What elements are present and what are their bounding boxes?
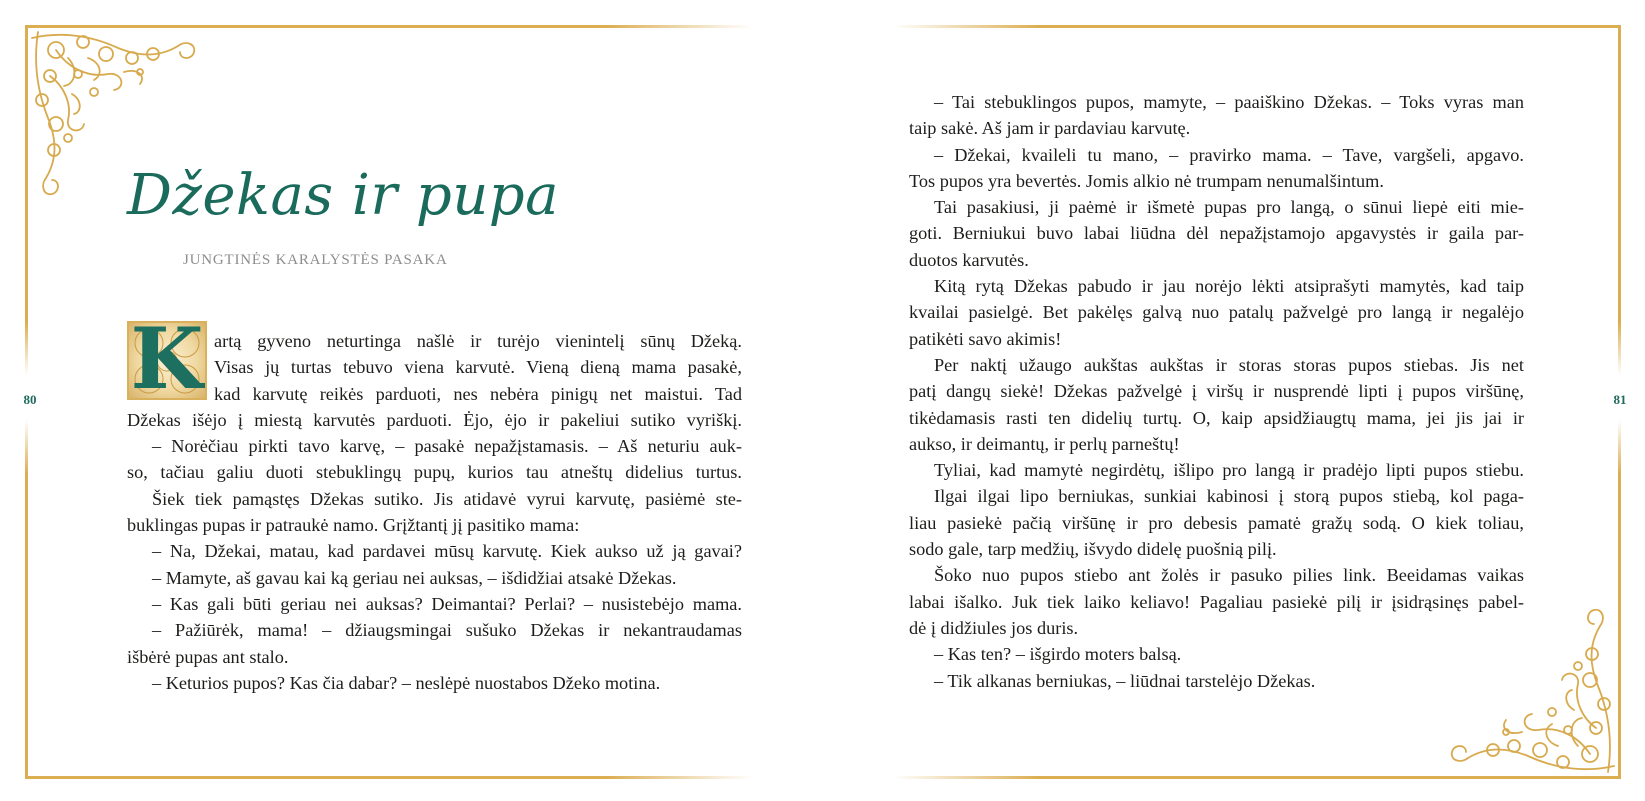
text-line: artą gyveno neturtinga našlė ir turėjo vienintelį sūnų Džeką. xyxy=(214,331,742,351)
text-line: kad karvutę reikės parduoti, nes nebėra pinigų net maistui. Tad xyxy=(214,383,742,404)
text-line: sodo gale, tarp medžių, išvydo didelę puošnią pilį. xyxy=(909,539,1277,560)
text-line: aukso, ir deimantų, ir perlų parneštų! xyxy=(909,433,1180,454)
text-line: goti. Berniukui buvo labai liūdna dėl nepažįstamojo apgavystės ir gaila par- xyxy=(909,223,1524,244)
text-line: – Keturios pupos? Kas čia dabar? – neslėpė nuostabos Džeko motina. xyxy=(152,672,661,693)
page-number: 81 xyxy=(1613,392,1627,407)
text-line: Šoko nuo pupos stiebo ant žolės ir pasuko pilies link. Beeidamas vaikas xyxy=(934,565,1524,586)
text-line: – Norėčiau pirkti tavo karvę, – pasakė nepažįstamasis. – Aš neturiu auk- xyxy=(152,436,742,457)
text-line: Šiek tiek pamąstęs Džekas sutiko. Jis atidavė vyrui karvutę, pasiėmė ste- xyxy=(152,488,742,509)
text-line: – Tai stebuklingos pupos, mamyte, – paaiškino Džekas. – Toks vyras man xyxy=(934,92,1524,112)
text-line: Ilgai ilgai lipo berniukas, sunkiai kabinosi į storą pupos stiebą, kol paga- xyxy=(934,486,1524,507)
text-line: patį dangų siekė! Džekas pažvelgė į viršų ir nusprendė lipti į pupos viršūnę, xyxy=(909,381,1524,402)
text-line: – Pažiūrėk, mama! – džiaugsmingai sušuko Džekas ir nekantraudamas xyxy=(152,620,742,641)
text-line: buklingas pupas ir patraukė namo. Grįžtantį jį pasitiko mama: xyxy=(127,515,580,536)
right-page-text xyxy=(909,89,1524,694)
text-line: išbėrė pupas ant stalo. xyxy=(127,646,289,667)
text-line: – Kas gali būti geriau nei auksas? Deimantai? Perlai? – nusistebėjo mama. xyxy=(152,593,742,614)
frame-left-border xyxy=(25,420,28,779)
text-line: kvailai pasielgė. Bet pakėlęs galvą nuo patalų pažvelgė pro langą ir negalėjo xyxy=(909,302,1524,323)
text-line: duotos karvutės. xyxy=(909,249,1029,270)
drop-cap-letter: K xyxy=(130,321,204,400)
text-line: – Kas ten? – išgirdo moters balsą. xyxy=(934,644,1182,665)
text-line: – Mamyte, aš gavau kai ką geriau nei auksas, – išdidžiai atsakė Džekas. xyxy=(152,567,677,588)
frame-bottom-border xyxy=(893,776,1621,779)
text-line: so, tačiau galiu duoti stebuklingų pupų, kurios tau atneštų didelius turtus. xyxy=(127,462,742,483)
text-line: – Džekai, kvaileli tu mano, – pravirko mama. – Tave, vargšeli, apgavo. xyxy=(934,144,1524,165)
text-line: Tyliai, kad mamytė negirdėtų, išlipo pro langą ir pradėjo lipti pupos stiebu. xyxy=(934,460,1524,481)
text-line: tikėdamasis rasti ten didelių turtų. O, kaip apsidžiaugtų mama, jei jis jai ir xyxy=(909,407,1524,428)
text-line: liau pasiekė pačią viršūnę ir pro debesis pamatė gražų sodą. O kiek toliau, xyxy=(909,512,1524,533)
text-line: Kitą rytą Džekas pabudo ir jau norėjo lėkti atsiprašyti mamytės, kad taip xyxy=(934,276,1524,297)
text-line: labai išalko. Juk tiek laiko keliavo! Pagaliau pasiekė pilį ir įsidrąsinęs pabel- xyxy=(909,591,1524,612)
frame-bottom-border xyxy=(25,776,752,779)
left-page-text xyxy=(127,328,742,696)
frame-right-border xyxy=(1618,25,1621,375)
text-line: taip sakė. Aš jam ir pardaviau karvutę. xyxy=(909,118,1191,139)
story-subtitle: JUNGTINĖS KARALYSTĖS PASAKA xyxy=(183,252,448,268)
text-line: Džekas išėjo į miestą karvutės parduoti. Ėjo, ėjo ir pakeliui sutiko vyriškį. xyxy=(127,409,742,430)
text-line: Tai pasakiusi, ji paėmė ir išmetė pupas pro langą, o sūnui liepė eiti mie- xyxy=(934,197,1524,218)
text-line: Tos pupos yra bevertės. Jomis alkio nė trumpam nenumalšintum. xyxy=(909,170,1384,191)
text-line: – Tik alkanas berniukas, – liūdnai tarstelėjo Džekas. xyxy=(934,670,1316,691)
frame-top-border xyxy=(893,25,1621,28)
page-number: 80 xyxy=(23,392,37,407)
frame-right-border xyxy=(1618,420,1621,779)
text-line: dė į didžiules jos duris. xyxy=(909,617,1079,638)
text-line: – Na, Džekai, matau, kad pardavei mūsų karvutę. Kiek aukso už ją gavai? xyxy=(152,541,742,562)
text-line: Visas jų turtas tebuvo viena karvutė. Vieną dieną mama pasakė, xyxy=(214,357,742,378)
story-title: Džekas ir pupa xyxy=(127,163,560,228)
text-line: patikėti savo akimis! xyxy=(909,328,1062,349)
text-line: Per naktį užaugo aukštas aukštas ir storas storas pupos stiebas. Jis net xyxy=(934,354,1524,375)
